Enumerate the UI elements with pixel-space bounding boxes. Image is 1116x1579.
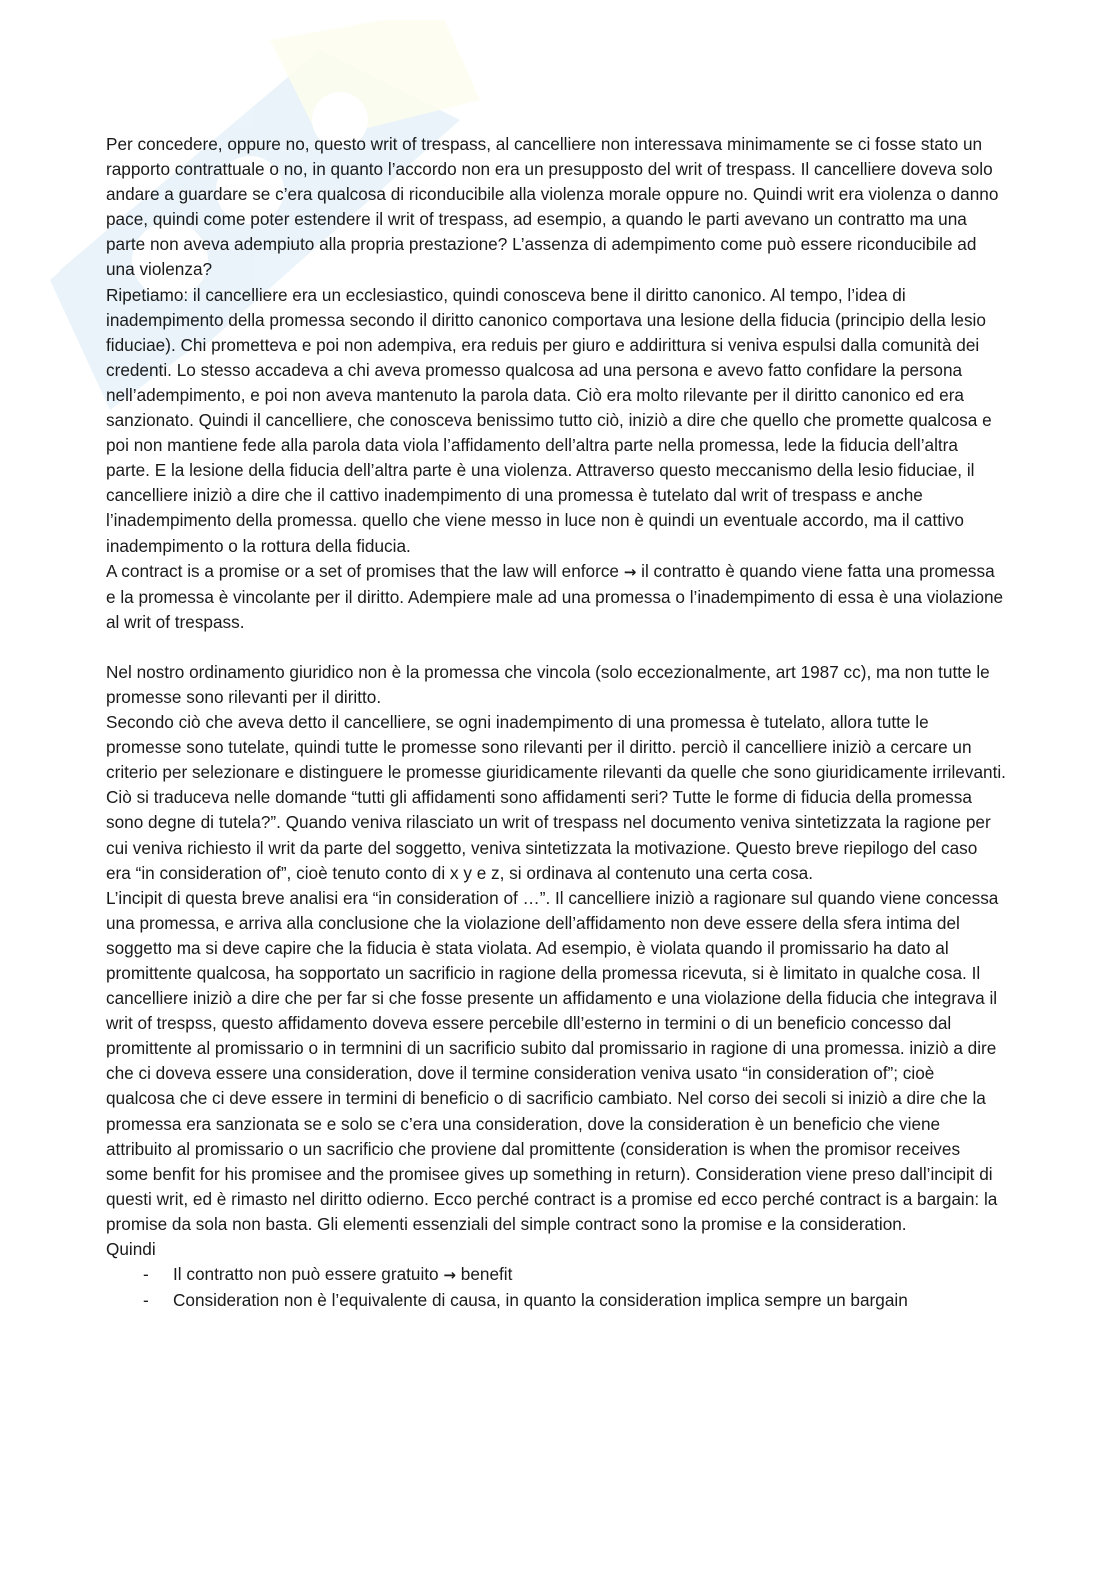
list-item — [106, 1262, 1006, 1288]
paragraph-quindi: Quindi — [106, 1239, 156, 1260]
list-item-text-end: benefit — [460, 1264, 513, 1285]
list-item — [106, 1288, 1006, 1313]
bullet-dash: - — [143, 1264, 149, 1285]
paragraph-ordinamento: Nel nostro ordinamento giuridico non è la promessa che vincola (solo eccezionalmente, art 1987 cc), ma non tutte le promesse sono rilevanti per il diritto. — [106, 661, 990, 707]
list-item-text: Consideration non è l’equivalente di causa, in quanto la consideration implica sempre un bargain — [173, 1290, 908, 1311]
paragraph-cancelliere: Secondo ciò che aveva detto il cancelliere, se ogni inadempimento di una promessa è tutelato, allora tutte le promesse sono tutelate, quindi tutte le promesse sono rilevanti per il diritto. perciò il cancelliere iniziò a cercare un criterio per selezionare e distinguere le promesse giuridicamente rilevanti da quelle che sono giuridicamente irrilevanti. Ciò si traduceva nelle domande “tutti gli affidamenti sono affidamenti seri? Tutte le forme di fiducia della promessa sono degne di tutela?”. Quando veniva rilasciato un writ of trespass nel documento veniva sintetizzata la ragione per cui veniva richiesto il writ da parte del soggetto, veniva sintetizzata la motivazione. Questo breve riepilogo del caso era “in consideration of”, cioè tenuto conto di x y e z, si ordinava al contenuto una certa cosa. — [106, 712, 1006, 883]
paragraph-contract-definition — [106, 559, 1006, 635]
paragraph-writ-trespass: Per concedere, oppure no, questo writ of trespass, al cancelliere non interessava minimamente se ci fosse stato un rapporto contrattuale o no, in quanto l’accordo non era un presupposto del writ of trespass. Il cancelliere doveva solo andare a guardare se c’era qualcosa di riconducibile alla violenza morale oppure no. Quindi writ era violenza o danno pace, quindi come poter estendere il writ of trespass, ad esempio, a quando le parti avevano un contratto ma una parte non aveva adempiuto alla propria prestazione? L’assenza di adempimento come può essere riconducibile ad una violenza? — [106, 134, 999, 280]
contract-definition-it: il contratto è quando viene fatta una promessa e la promessa è vincolante per il diritto. Adempiere male ad una promessa o l’inadempimento di essa è una violazione al writ of trespass. — [106, 560, 1004, 632]
paragraph-consideration: L’incipit di questa breve analisi era “in consideration of …”. Il cancelliere iniziò a ragionare sul quando viene concessa una promessa, e arriva alla conclusione che la violazione dell’affidamento non deve essere della sfera intima del soggetto ma si deve capire che la fiducia è stata violata. Ad esempio, è violata quando il promissario ha dato al promittente qualcosa, ha sopportato un sacrificio in ragione della promessa ricevuta, si è limitato in qualche cosa. Il cancelliere iniziò a dire che per far si che fosse presente un affidamento e una violazione della fiducia che integrava il writ of trespss, questo affidamento doveva essere percebile dll’esterno in termini o di un beneficio concesso dal promittente al promissario o in termnini di un sacrificio subito dal promissario in ragione di una promessa. iniziò a dire che ci doveva essere una consideration, dove il termine consideration veniva usato “in consideration of”; cioè qualcosa che ci deve essere in termini di beneficio o di sacrificio cambiato. Nel corso dei secoli si iniziò a dire che la promessa era sanzionata se e solo se c’era una consideration, dove la consideration è un beneficio che viene attribuito al promissario o un sacrificio che proviene dal promittente (consideration is when the promisor receives some benfit for his promisee and the promisee gives up something in return). Consideration viene preso dall’incipit di questi writ, ed è rimasto nel diritto odierno. Ecco perché contract is a promise ed ecco perché contract is a bargain: la promise da sola non basta. Gli elementi essenziali del simple contract sono la promise e la consideration. — [106, 887, 999, 1234]
paragraph-canon-law: Ripetiamo: il cancelliere era un ecclesiastico, quindi conosceva bene il diritto canonico. Al tempo, l’idea di inadempimento della promessa secondo il diritto canonico comportava una lesione della fiducia (principio della lesio fiduciae). Chi prometteva e poi non adempiva, era reduis per giuro e addirittura si veniva espulsi dalla comunità dei credenti. Lo stesso accadeva a chi aveva promesso qualcosa ad una persona e avevo fatto confidare la persona nell’adempimento, e poi non aveva mantenuto la parola data. Ciò era molto rilevante per il diritto canonico ed era sanzionato. Quindi il cancelliere, che conosceva benissimo tutto ciò, iniziò a dire che quello che promette qualcosa e poi non mantiene fede alla parola data viola l’affidamento dell’altra parte nella promessa, lede la fiducia dell’altra parte. E la lesione della fiducia dell’altra parte è una violenza. Attraverso questo meccanismo della lesio fiduciae, il cancelliere iniziò a dire che il cattivo inadempimento di una promessa è tutelato dal writ of trespass e anche l’inadempimento della promessa. quello che viene messo in luce non è quindi un eventuale accordo, ma il cattivo inadempimento o la rottura della fiducia. — [106, 284, 992, 556]
bullet-dash: - — [143, 1290, 149, 1311]
document-body — [106, 132, 1006, 1313]
arrow-right-icon: → — [623, 562, 637, 581]
conclusion-list — [106, 1262, 1006, 1313]
list-item-text: Il contratto non può essere gratuito — [173, 1264, 439, 1285]
arrow-right-icon: → — [443, 1266, 456, 1285]
contract-definition-en: A contract is a promise or a set of promises that the law will enforce — [106, 560, 619, 581]
